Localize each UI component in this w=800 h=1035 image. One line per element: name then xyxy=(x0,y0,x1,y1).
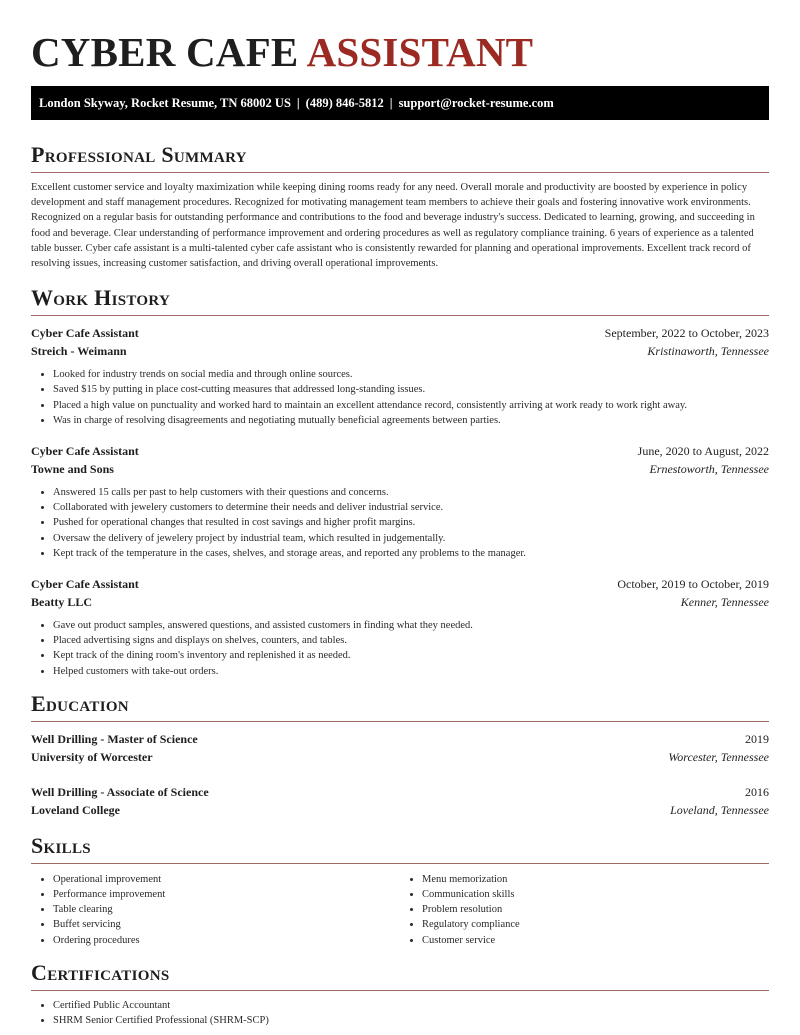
skill-item: • Customer service xyxy=(422,933,769,948)
list-item: • Placed advertising signs and displays on shelves, counters, and tables. xyxy=(53,633,769,648)
job-bullets xyxy=(31,367,769,428)
job-bullets xyxy=(31,485,769,561)
job-dates: September, 2022 to October, 2023 xyxy=(604,326,769,341)
skill-item: • Operational improvement xyxy=(53,872,400,887)
job-location: Kristinaworth, Tennessee xyxy=(647,344,769,359)
skill-item: • Regulatory compliance xyxy=(422,917,769,932)
job-company: Beatty LLC xyxy=(31,595,92,610)
contact-separator: | xyxy=(389,96,393,110)
education-year: 2016 xyxy=(745,784,769,799)
list-item: • Oversaw the delivery of jewelery project by industrial team, which resulted in judgementally. xyxy=(53,531,769,546)
name-first: CYBER CAFE xyxy=(31,29,299,75)
education-degree: Well Drilling - Associate of Science xyxy=(31,784,209,799)
resume-name xyxy=(31,0,769,76)
skills-grid xyxy=(31,872,769,948)
certifications-section xyxy=(31,960,769,1028)
skill-item: • Buffet servicing xyxy=(53,917,400,932)
education-section xyxy=(31,691,769,819)
list-item: • Placed a high value on punctuality and worked hard to maintain an excellent attendance record, consistently arriving at work ready to work right away. xyxy=(53,398,769,413)
certification-item: • Certified Public Accountant xyxy=(53,998,769,1013)
job-company: Streich - Weimann xyxy=(31,344,127,359)
job-entry xyxy=(31,324,769,428)
skills-list-right xyxy=(400,872,769,948)
list-item: • Pushed for operational changes that resulted in cost savings and higher profit margins. xyxy=(53,515,769,530)
skill-item: • Performance improvement xyxy=(53,887,400,902)
job-location: Ernestoworth, Tennessee xyxy=(649,462,769,477)
job-location: Kenner, Tennessee xyxy=(680,595,769,610)
list-item: • Helped customers with take-out orders. xyxy=(53,664,769,679)
education-year: 2019 xyxy=(745,731,769,746)
job-dates: October, 2019 to October, 2019 xyxy=(617,577,769,592)
section-title-education: Education xyxy=(31,690,129,716)
skill-item: • Menu memorization xyxy=(422,872,769,887)
education-entry xyxy=(31,783,769,819)
education-entry xyxy=(31,730,769,766)
education-degree: Well Drilling - Master of Science xyxy=(31,731,198,746)
education-school: University of Worcester xyxy=(31,749,153,764)
list-item: • Collaborated with jewelery customers to determine their needs and deliver industrial service. xyxy=(53,500,769,515)
section-divider xyxy=(31,315,769,316)
summary-section xyxy=(31,142,769,271)
contact-separator: | xyxy=(296,96,300,110)
job-title: Cyber Cafe Assistant xyxy=(31,444,139,459)
job-title: Cyber Cafe Assistant xyxy=(31,577,139,592)
job-dates: June, 2020 to August, 2022 xyxy=(637,444,769,459)
job-title: Cyber Cafe Assistant xyxy=(31,326,139,341)
section-title-work-history: Work History xyxy=(31,285,171,311)
job-bullets xyxy=(31,618,769,679)
job-entry xyxy=(31,575,769,679)
education-location: Worcester, Tennessee xyxy=(668,749,769,764)
summary-text: Excellent customer service and loyalty maximization while keeping dining rooms ready for any need. Overall morale and productivity are boosted by experience in policy development and staff management procedures. Recognized for motivating management team members to achieve their goals and fostering innovative work environments. Recognized on a regular basis for outstanding performance and contributions to the food and beverage industry's success. Dedicated to learning, growing, and succeeding in food and beverage. Clear understanding of performance improvement and ordering procedures as well as regulatory compliance training. 6 years of experience as a talented table busser. Cyber cafe assistant is a multi-talented cyber cafe assistant who is consistently rewarded for planning and operational improvements. Excellent track record of resolving issues, increasing customer satisfaction, and driving overall operational improvements. xyxy=(31,182,755,270)
list-item: • Saved $15 by putting in place cost-cutting measures that addressed long-standing issues. xyxy=(53,382,769,397)
job-company: Towne and Sons xyxy=(31,462,114,477)
skill-item: • Ordering procedures xyxy=(53,933,400,948)
list-item: • Kept track of the temperature in the cases, shelves, and storage areas, and reported any problems to the manager. xyxy=(53,546,769,561)
section-divider xyxy=(31,721,769,722)
list-item: • Was in charge of resolving disagreements and negotiating mutually beneficial agreements between parties. xyxy=(53,413,769,428)
work-history-section xyxy=(31,285,769,679)
certification-item: • SHRM Senior Certified Professional (SHRM-SCP) xyxy=(53,1013,769,1028)
section-divider xyxy=(31,172,769,173)
contact-phone: (489) 846-5812 xyxy=(305,96,384,110)
section-title-skills: Skills xyxy=(31,832,91,858)
skill-item: • Table clearing xyxy=(53,902,400,917)
list-item: • Gave out product samples, answered questions, and assisted customers in finding what they needed. xyxy=(53,618,769,633)
skill-item: • Problem resolution xyxy=(422,902,769,917)
certifications-list xyxy=(31,998,769,1028)
section-divider xyxy=(31,863,769,864)
list-item: • Looked for industry trends on social media and through online sources. xyxy=(53,367,769,382)
skill-item: • Communication skills xyxy=(422,887,769,902)
education-location: Loveland, Tennessee xyxy=(670,802,769,817)
job-entry xyxy=(31,442,769,561)
section-divider xyxy=(31,990,769,991)
contact-bar xyxy=(31,86,769,120)
contact-address: London Skyway, Rocket Resume, TN 68002 US xyxy=(39,96,291,110)
contact-email: support@rocket-resume.com xyxy=(398,96,554,110)
name-last: ASSISTANT xyxy=(306,29,534,75)
list-item: • Kept track of the dining room's inventory and replenished it as needed. xyxy=(53,648,769,663)
list-item: • Answered 15 calls per past to help customers with their questions and concerns. xyxy=(53,485,769,500)
skills-list-left xyxy=(31,872,400,948)
section-title-summary: Professional Summary xyxy=(31,142,247,167)
education-school: Loveland College xyxy=(31,802,120,817)
section-title-certifications: Certifications xyxy=(31,959,170,985)
skills-section xyxy=(31,833,769,948)
